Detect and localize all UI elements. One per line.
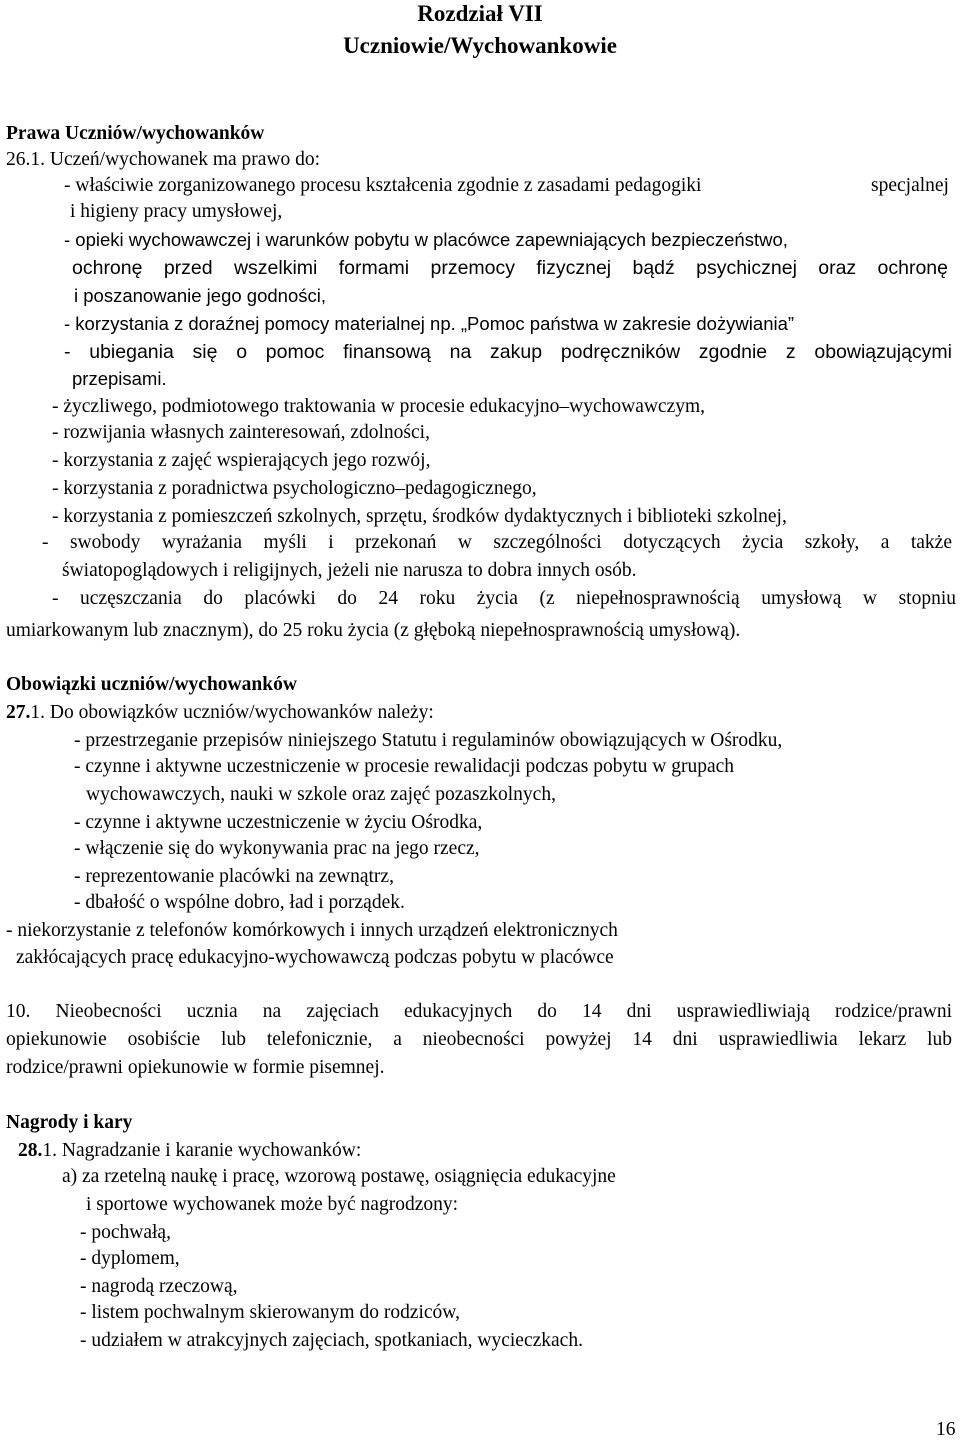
rights-item: - korzystania z zajęć wspierających jego rozwój, xyxy=(52,450,431,471)
chapter-title: Rozdział VII xyxy=(417,1,543,26)
duties-item: - dbałość o wspólne dobro, ład i porządek. xyxy=(74,892,405,913)
duties-intro xyxy=(6,701,434,725)
rights-intro xyxy=(6,148,320,172)
rewards-item: a) za rzetelną naukę i pracę, wzorową postawę, osiągnięcia edukacyjne xyxy=(62,1166,616,1187)
rewards-item: i sportowe wychowanek może być nagrodzony: xyxy=(86,1194,459,1215)
rewards-item: - udziałem w atrakcyjnych zajęciach, spotkaniach, wycieczkach. xyxy=(80,1330,583,1351)
rewards-item: - nagrodą rzeczową, xyxy=(80,1276,238,1297)
rewards-item: - dyplomem, xyxy=(80,1248,180,1269)
rights-item: - opieki wychowawczej i warunków pobytu w placówce zapewniających bezpieczeństwo, xyxy=(64,229,788,250)
duties-heading: Obowiązki uczniów/wychowanków xyxy=(6,674,297,695)
duties-item: - reprezentowanie placówki na zewnątrz, xyxy=(74,866,394,887)
rights-item: i higieny pracy umysłowej, xyxy=(70,201,283,222)
rewards-item: - listem pochwalnym skierowanym do rodziców, xyxy=(80,1302,460,1323)
duties-paragraph-sub: 1. xyxy=(30,702,45,723)
duties-item: wychowawczych, nauki w szkole oraz zajęć pozaszkolnych, xyxy=(86,784,556,805)
rights-item: specjalnej xyxy=(871,175,949,196)
rights-paragraph-number: 26.1. xyxy=(6,149,45,170)
absences-line: 10. Nieobecności ucznia na zajęciach edukacyjnych do 14 dni usprawiedliwiają rodzice/prawni xyxy=(6,1001,952,1022)
duties-item: zakłócających pracę edukacyjno-wychowawczą podczas pobytu w placówce xyxy=(16,947,614,968)
rewards-item: - pochwałą, xyxy=(80,1222,171,1243)
absences-line: opiekunowie osobiście lub telefonicznie, a nieobecności powyżej 14 dni usprawiedliwia lekarz lub xyxy=(6,1029,952,1050)
rights-item: - korzystania z pomieszczeń szkolnych, sprzętu, środków dydaktycznych i biblioteki szkolnej, xyxy=(52,506,787,527)
rewards-intro xyxy=(18,1139,361,1163)
duties-intro-text: Do obowiązków uczniów/wychowanków należy: xyxy=(45,702,434,723)
rights-heading: Prawa Uczniów/wychowanków xyxy=(6,123,265,144)
rights-item: - rozwijania własnych zainteresowań, zdolności, xyxy=(52,422,430,443)
duties-item: - przestrzeganie przepisów niniejszego Statutu i regulaminów obowiązujących w Ośrodku, xyxy=(74,730,783,751)
rights-item: ochronę przed wszelkimi formami przemocy fizycznej bądź psychicznej oraz ochronę xyxy=(72,257,948,279)
rewards-paragraph-sub: 1. xyxy=(42,1140,57,1161)
absences-line: rodzice/prawni opiekunowie w formie pisemnej. xyxy=(6,1057,385,1078)
rights-item: - korzystania z poradnictwa psychologiczno–pedagogicznego, xyxy=(52,478,537,499)
rights-item: - korzystania z doraźnej pomocy materialnej np. „Pomoc państwa w zakresie dożywiania” xyxy=(64,313,795,334)
rights-intro-text: Uczeń/wychowanek ma prawo do: xyxy=(45,149,321,170)
rights-item: - właściwie zorganizowanego procesu kształcenia zgodnie z zasadami pedagogiki xyxy=(64,175,702,196)
rights-item: - uczęszczania do placówki do 24 roku życia (z niepełnosprawnością umysłową w stopniu xyxy=(52,588,956,609)
duties-item: - niekorzystanie z telefonów komórkowych i innych urządzeń elektronicznych xyxy=(6,920,618,941)
rewards-paragraph-number: 28. xyxy=(18,1140,43,1161)
rights-item: przepisami. xyxy=(72,368,167,389)
rewards-heading: Nagrody i kary xyxy=(6,1112,133,1133)
duties-paragraph-number: 27. xyxy=(6,702,31,723)
chapter-subtitle: Uczniowie/Wychowankowie xyxy=(343,33,617,58)
duties-item: - czynne i aktywne uczestniczenie w procesie rewalidacji podczas pobytu w grupach xyxy=(74,756,735,777)
rewards-intro-text: Nagradzanie i karanie wychowanków: xyxy=(57,1140,362,1161)
duties-item: - czynne i aktywne uczestniczenie w życiu Ośrodka, xyxy=(74,812,483,833)
rights-item: - swobody wyrażania myśli i przekonań w szczególności dotyczących życia szkoły, a także xyxy=(42,532,952,553)
page-number: 16 xyxy=(936,1419,956,1440)
duties-item: - włączenie się do wykonywania prac na jego rzecz, xyxy=(74,838,480,859)
rights-item: - ubiegania się o pomoc finansową na zakup podręczników zgodnie z obowiązującymi xyxy=(64,341,952,363)
rights-item: światopoglądowych i religijnych, jeżeli nie narusza to dobra innych osób. xyxy=(62,560,637,581)
rights-item: i poszanowanie jego godności, xyxy=(74,285,326,306)
rights-item: umiarkowanym lub znacznym), do 25 roku życia (z głęboką niepełnosprawnością umysłową). xyxy=(6,620,741,641)
rights-item: - życzliwego, podmiotowego traktowania w procesie edukacyjno–wychowawczym, xyxy=(52,396,706,417)
